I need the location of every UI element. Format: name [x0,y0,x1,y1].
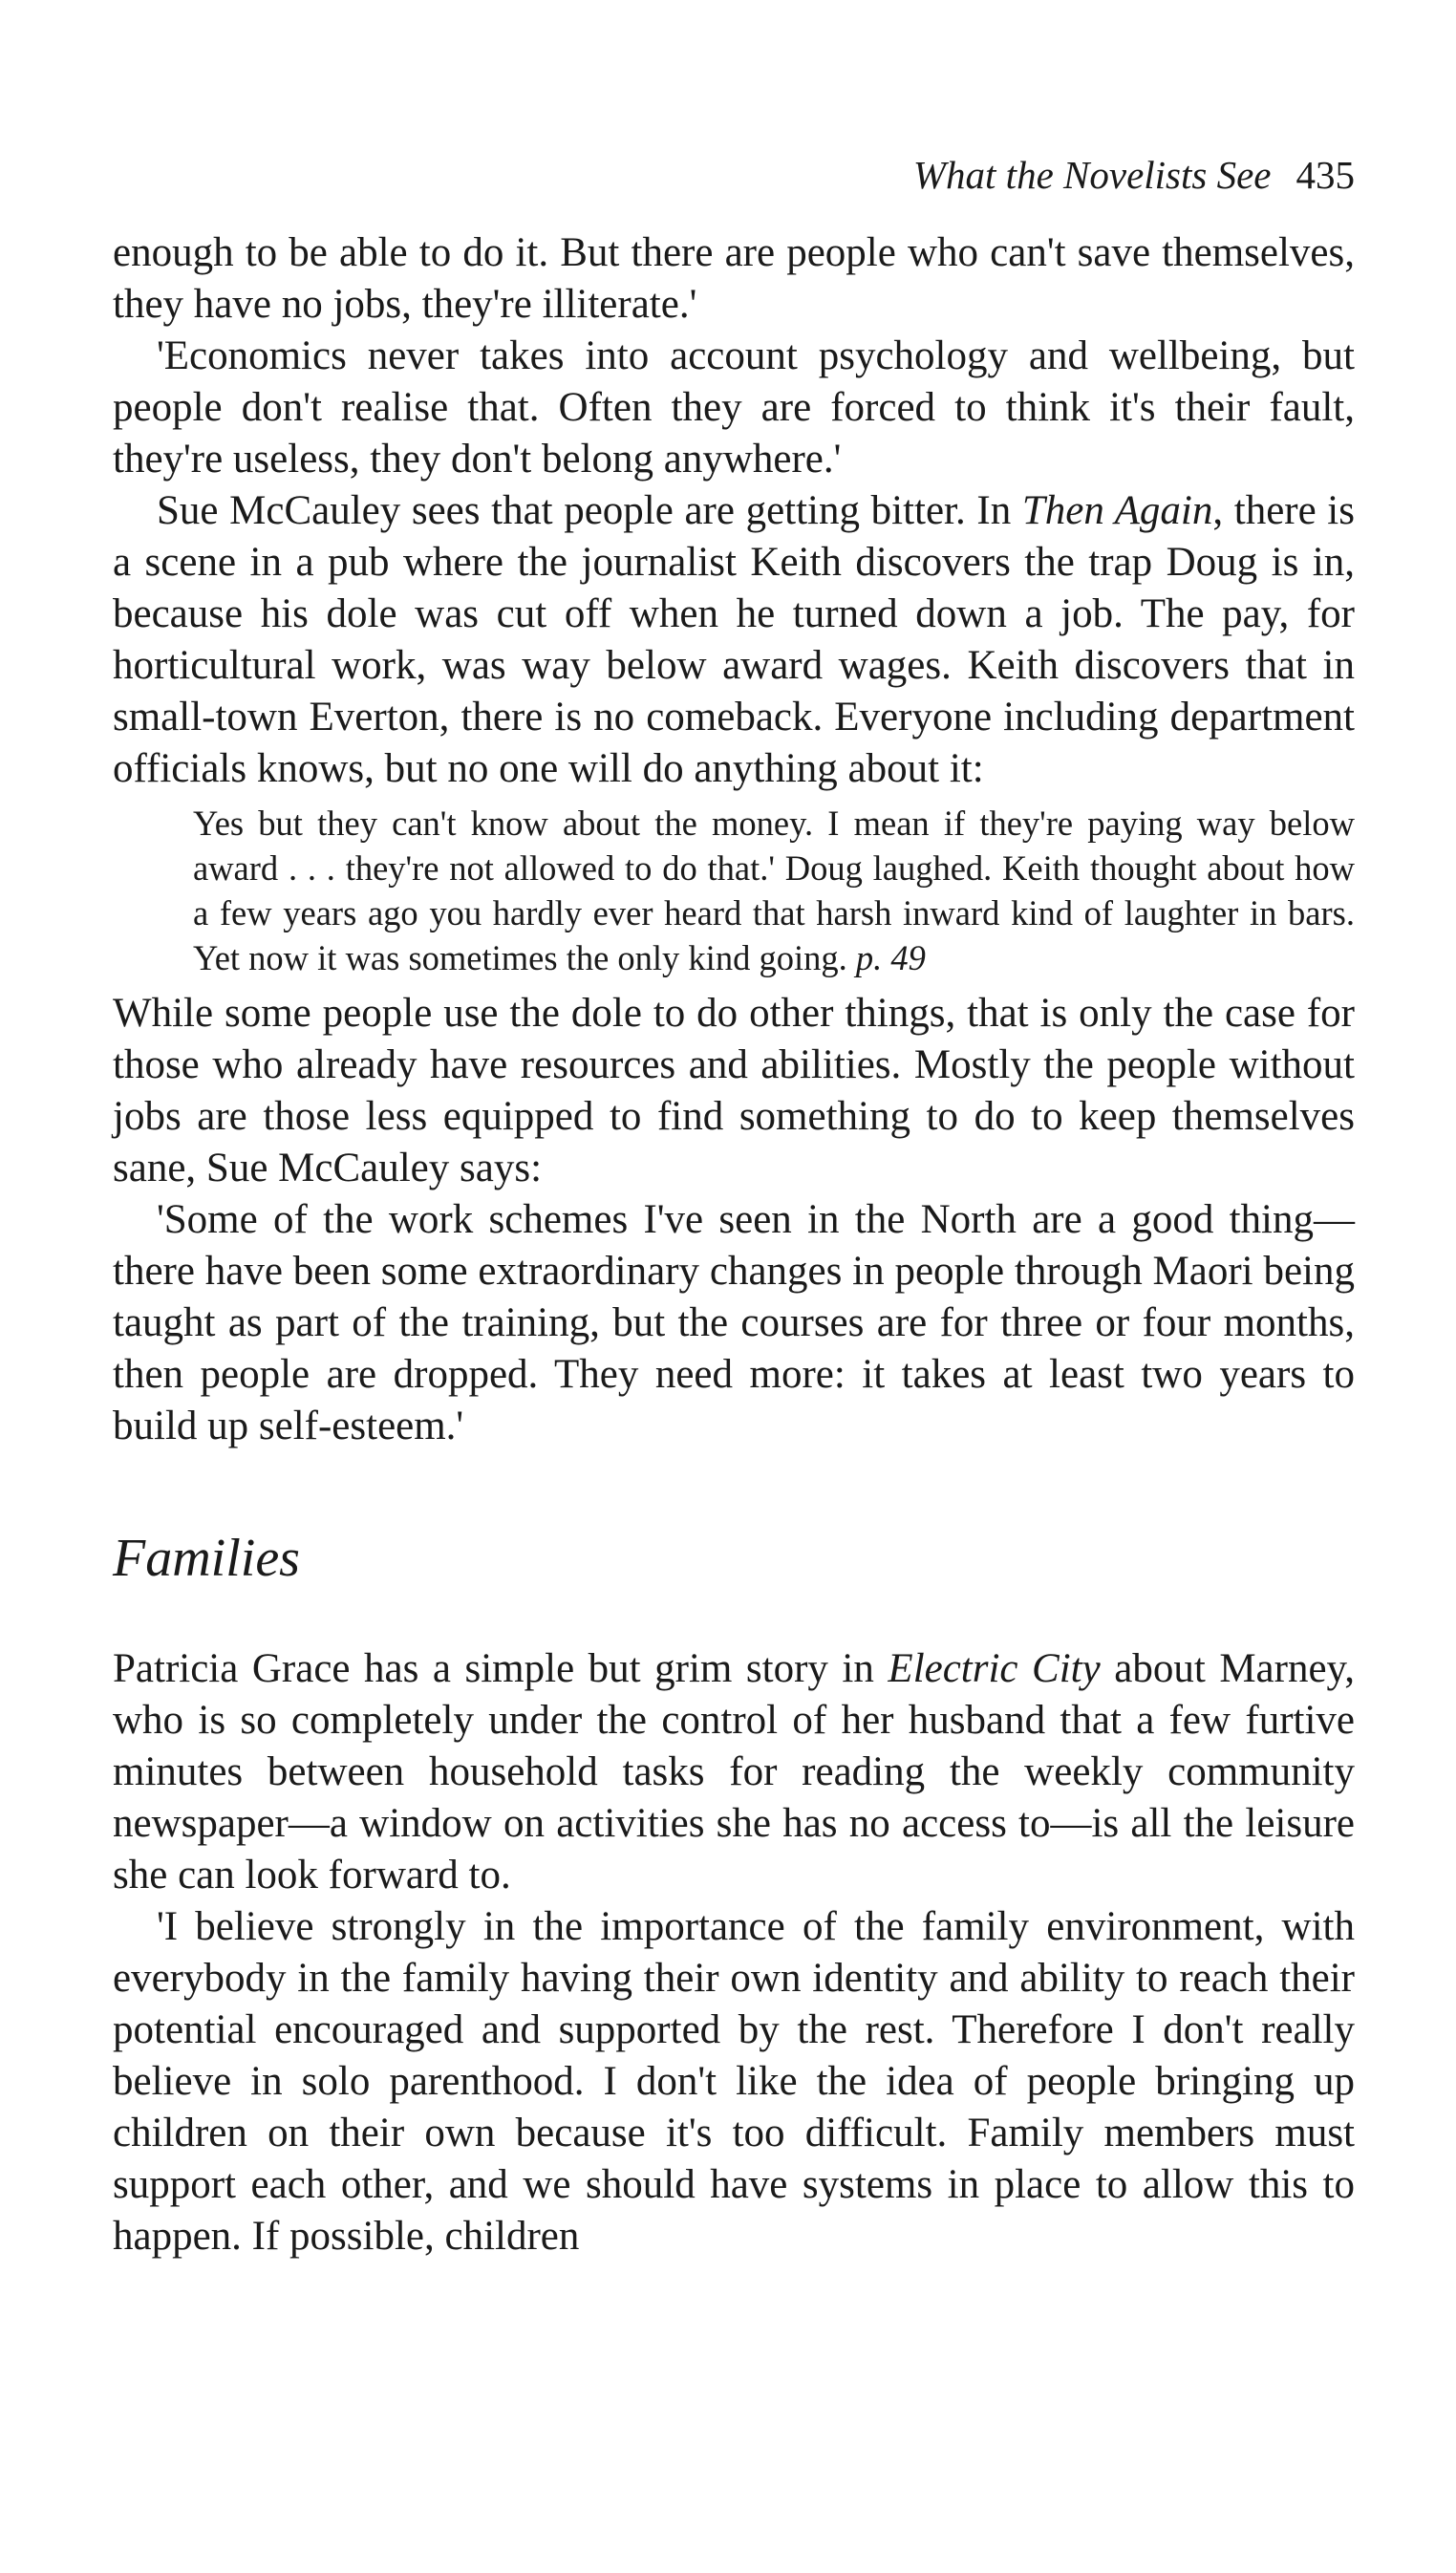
body-text-middle [113,988,1355,1452]
quote-page-reference: p. 49 [855,938,926,977]
page-number: 435 [1295,153,1355,197]
grace-text-1: Patricia Grace has a simple but grim story in [113,1646,889,1691]
book-title-then-again: Then Again [1021,488,1213,533]
body-text [113,227,1355,795]
grace-text-2: about Marney, who is so completely under the control of her husband that a few furtive minutes between household tasks for reading the weekly community newspaper—a window on activities she has no access to—is all the leisure she can look forward to. [113,1646,1355,1898]
running-head [113,143,1355,206]
section-heading: Families [113,1529,300,1588]
book-page [113,143,1355,2262]
quote-text: Yes but they can't know about the money. I mean if they're paying way below award . . . they're not allowed to do that.' Doug laughed. Keith thought about how a few years ago you hardly ever heard that harsh inward kind of laughter in bars. Yet now it was sometimes the only kind going. [193,804,1355,977]
book-title-electric-city: Electric City [888,1646,1101,1691]
body-text-families [113,1643,1355,2262]
paragraph-economics: 'Economics never takes into account psychology and wellbeing, but people don't realise that. Often they are forced to think it's their fault, they're useless, they don't belong anywhere.' [113,333,1355,482]
paragraph-grace [113,1643,1355,1901]
block-quote [193,801,1355,980]
running-head-title: What the Novelists See [912,153,1272,197]
paragraph-family-environment: 'I believe strongly in the importance of the family environment, with everybody in the family having their own identity and ability to reach their potential encouraged and supported by the rest. Therefore I don't really believe in solo parenthood. I don't like the idea of people bringing up children on their own because it's too difficult. Family members must support each other, and we should have systems in place to allow this to happen. If possible, children [113,1904,1355,2259]
paragraph-work-schemes: 'Some of the work schemes I've seen in the North are a good thing—there have been some extraordinary changes in people through Maori being taught as part of the training, but the courses are for three or four months, then people are dropped. They need more: it takes at least two years to build up self-esteem.' [113,1197,1355,1448]
mccauley-text-2: , there is a scene in a pub where the journalist Keith discovers the trap Doug is in, because his dole was cut off when he turned down a job. The pay, for horticultural work, was way below award wages. Keith discovers that in small-town Everton, there is no comeback. Everyone including department officials knows, but no one will do anything about it: [113,488,1355,791]
paragraph-continuation: enough to be able to do it. But there are people who can't save themselves, they have no jobs, they're illiterate.' [113,230,1355,327]
paragraph-mccauley [113,485,1355,795]
paragraph-dole: While some people use the dole to do other things, that is only the case for those who already have resources and abilities. Mostly the people without jobs are those less equipped to find something to do to keep themselves sane, Sue McCauley says: [113,991,1355,1190]
mccauley-text-1: Sue McCauley sees that people are getting bitter. In [157,488,1022,533]
